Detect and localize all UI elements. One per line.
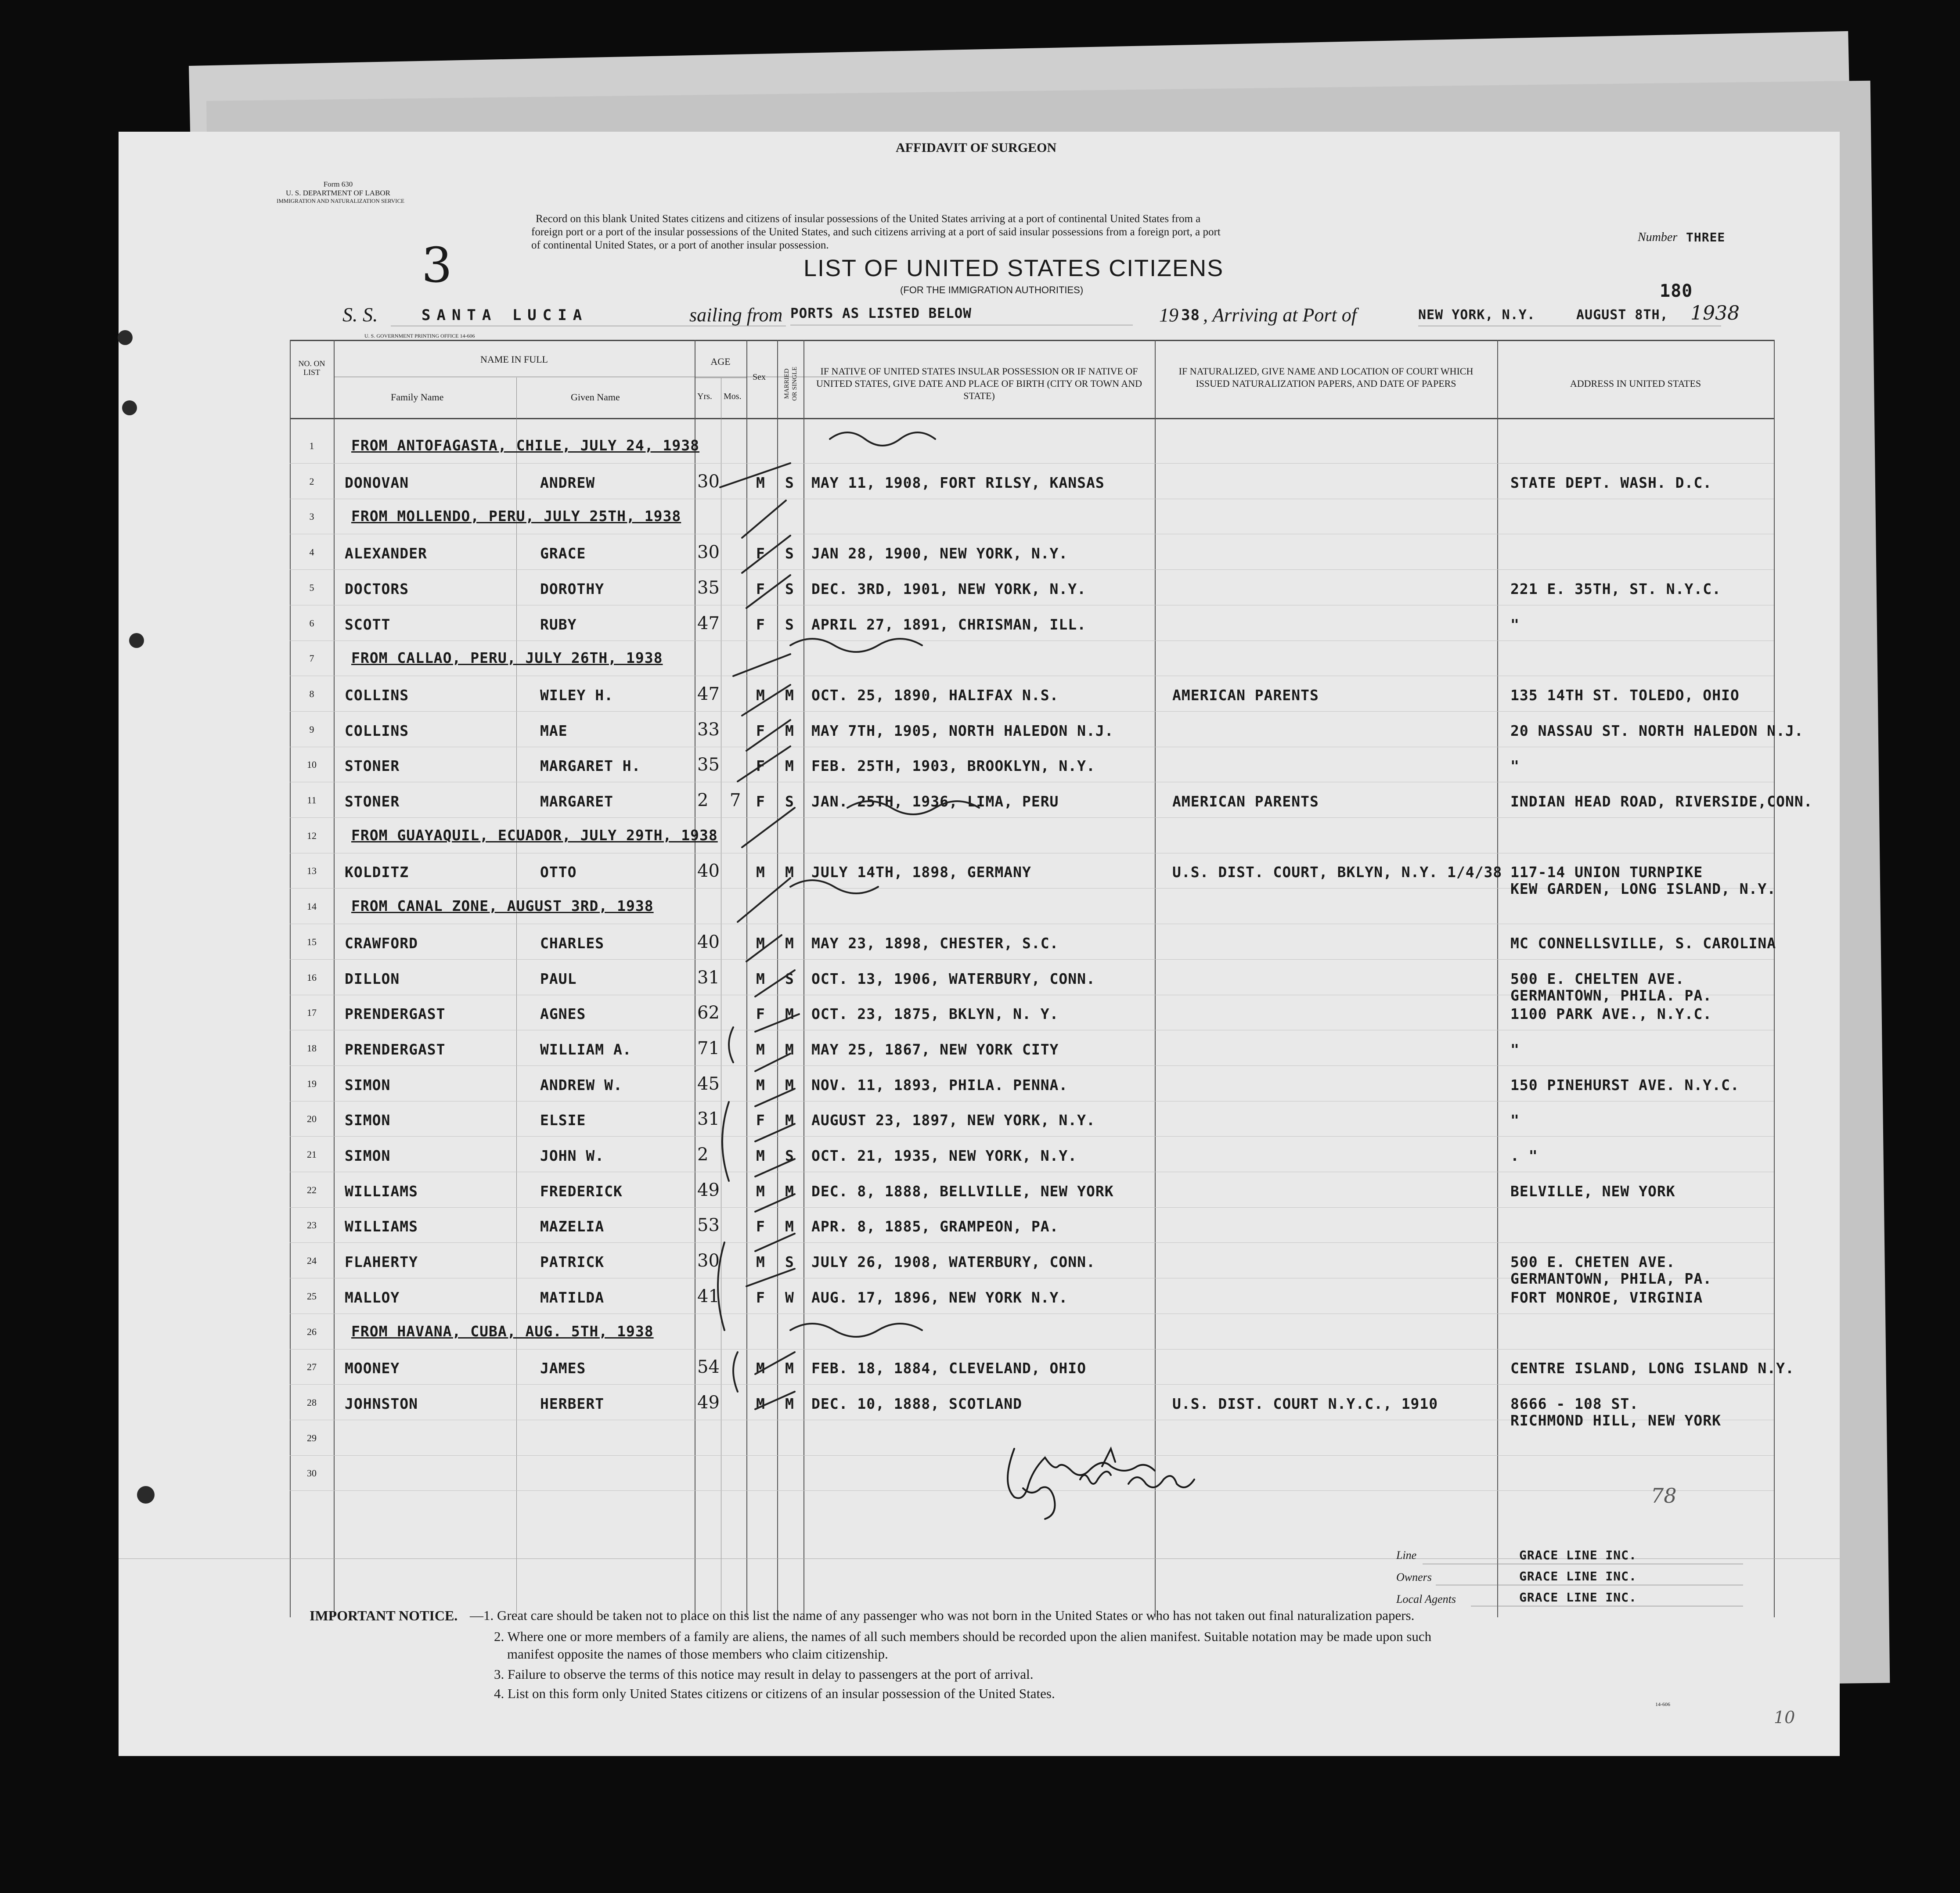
family-name: WILLIAMS [345,1183,418,1200]
sex: F [756,1218,765,1235]
marital-status: M [785,757,794,774]
sailing-from-value: PORTS AS LISTED BELOW [790,306,972,321]
row-number: 21 [307,1149,317,1160]
service-name: IMMIGRATION AND NATURALIZATION SERVICE [277,198,405,204]
marital-status: M [785,864,794,881]
birth-date-place: JULY 26, 1908, WATERBURY, CONN. [811,1253,1095,1270]
us-address-line-2: KEW GARDEN, LONG ISLAND, N.Y. [1510,880,1776,897]
notice-item-2-continued: manifest opposite the names of those members who claim citizenship. [507,1646,888,1662]
us-address: 221 E. 35TH, ST. N.Y.C. [1510,580,1721,597]
family-name: SIMON [345,1112,391,1129]
ship-name: SANTA LUCIA [422,306,588,324]
punch-hole [129,633,144,648]
agents-label: Local Agents [1396,1593,1456,1605]
row-number: 8 [309,688,314,699]
sailing-from-label: sailing from [689,304,783,326]
marital-status: M [785,1183,794,1200]
col-header-age: AGE [710,356,731,367]
us-address: 117-14 UNION TURNPIKE [1510,864,1703,881]
birth-date-place: MAY 7TH, 1905, NORTH HALEDON N.J. [811,722,1114,739]
sex: F [756,616,765,633]
given-name: WILEY H. [540,687,613,704]
birth-date-place: FEB. 25TH, 1903, BROOKLYN, N.Y. [811,757,1095,774]
naturalization-info: AMERICAN PARENTS [1172,793,1319,810]
notice-item-3: 3. Failure to observe the terms of this notice may result in delay to passengers at the port of arrival. [494,1666,1034,1682]
family-name: COLLINS [345,722,409,739]
family-name: PRENDERGAST [345,1041,446,1058]
arriving-year: 1938 [1690,302,1740,324]
row-number: 18 [307,1043,317,1054]
surgeon-signature [997,1431,1313,1528]
age-years: 41 [697,1286,720,1306]
family-name: PRENDERGAST [345,1005,446,1022]
age-years: 30 [697,542,720,562]
punch-hole [118,330,133,345]
given-name: WILLIAM A. [540,1041,632,1058]
age-years: 31 [697,968,720,988]
age-years: 35 [697,578,720,598]
given-name: RUBY [540,616,577,633]
birth-date-place: APR. 8, 1885, GRAMPEON, PA. [811,1218,1059,1235]
marital-status: M [785,687,794,704]
age-years: 30 [697,1251,720,1271]
family-name: KOLDITZ [345,864,409,881]
naturalization-info: AMERICAN PARENTS [1172,687,1319,704]
birth-date-place: OCT. 25, 1890, HALIFAX N.S. [811,687,1059,704]
age-years: 30 [697,471,720,492]
age-years: 2 [697,790,709,810]
marital-status: S [785,474,794,491]
sex: M [756,687,765,704]
given-name: CHARLES [540,935,605,952]
marital-status: M [785,1076,794,1094]
sex: M [756,864,765,881]
us-address: 150 PINEHURST AVE. N.Y.C. [1510,1076,1740,1094]
us-address: CENTRE ISLAND, LONG ISLAND N.Y. [1510,1360,1794,1377]
age-years: 40 [697,932,720,952]
sheet-number: 180 [1660,281,1693,301]
punch-hole [122,400,137,415]
family-name: DOCTORS [345,580,409,597]
row-number: 12 [307,830,317,841]
birth-date-place: DEC. 8, 1888, BELLVILLE, NEW YORK [811,1183,1114,1200]
marital-status: S [785,970,794,987]
birth-date-place: APRIL 27, 1891, CHRISMAN, ILL. [811,616,1087,633]
given-name: MATILDA [540,1289,605,1306]
birth-date-place: MAY 23, 1898, CHESTER, S.C. [811,935,1059,952]
list-subtitle: (FOR THE IMMIGRATION AUTHORITIES) [900,284,1084,295]
us-address: " [1510,757,1520,774]
family-name: DONOVAN [345,474,409,491]
row-number: 19 [307,1078,317,1089]
family-name: MALLOY [345,1289,400,1306]
row-number: 23 [307,1220,317,1231]
us-address: 500 E. CHETEN AVE. [1510,1253,1675,1270]
sex: M [756,970,765,987]
given-name: ANDREW [540,474,595,491]
arriving-date: AUGUST 8TH, [1576,307,1668,323]
corner-number: 78 [1651,1484,1677,1508]
family-name: CRAWFORD [345,935,418,952]
given-name: AGNES [540,1005,586,1022]
birth-date-place: MAY 25, 1867, NEW YORK CITY [811,1041,1059,1058]
punch-hole [137,1486,155,1504]
sex: M [756,1360,765,1377]
marital-status: W [785,1289,794,1306]
marital-status: M [785,1005,794,1022]
row-number: 6 [309,618,314,629]
row-rule [290,1384,1774,1385]
sex: F [756,1289,765,1306]
marital-status: S [785,1147,794,1164]
birth-date-place: OCT. 13, 1906, WATERBURY, CONN. [811,970,1095,987]
birth-date-place: JAN 28, 1900, NEW YORK, N.Y. [811,545,1068,562]
row-rule [290,569,1774,570]
owners-value: GRACE LINE INC. [1519,1569,1637,1583]
row-rule [290,1207,1774,1208]
sex: F [756,757,765,774]
row-number: 9 [309,724,314,735]
col-header-sex: Sex [753,372,766,382]
col-header-married-single: MARRIED OR SINGLE [783,367,798,401]
row-number: 10 [307,759,317,770]
marital-status: M [785,1360,794,1377]
sex: M [756,1253,765,1270]
arriving-port: NEW YORK, N.Y. [1418,307,1535,323]
marital-status: S [785,616,794,633]
us-address-line-2: GERMANTOWN, PHILA. PA. [1510,987,1712,1004]
us-address: 8666 - 108 ST. [1510,1395,1639,1412]
row-rule [290,1065,1774,1066]
us-address: FORT MONROE, VIRGINIA [1510,1289,1703,1306]
birth-date-place: DEC. 10, 1888, SCOTLAND [811,1395,1022,1412]
handwritten-page-number: 3 [422,237,452,293]
col-header-yrs: Yrs. [697,392,712,401]
given-name: MAE [540,722,568,739]
row-rule [290,1242,1774,1243]
sex: F [756,580,765,597]
printing-office: U. S. GOVERNMENT PRINTING OFFICE 14-606 [364,333,475,339]
family-name: SIMON [345,1147,391,1164]
row-number: 29 [307,1432,317,1443]
marital-status: M [785,935,794,952]
age-years: 47 [697,684,720,704]
given-name: ELSIE [540,1112,586,1129]
birth-date-place: JULY 14TH, 1898, GERMANY [811,864,1031,881]
us-address: 500 E. CHELTEN AVE. [1510,970,1685,987]
sex: M [756,1041,765,1058]
given-name: PATRICK [540,1253,605,1270]
family-name: STONER [345,757,400,774]
us-address: STATE DEPT. WASH. D.C. [1510,474,1712,491]
row-rule [290,959,1774,960]
record-instructions-line-3: of continental United States, or a port of another insular possession. [531,239,829,251]
row-number: 25 [307,1291,317,1302]
department-name: U. S. DEPARTMENT OF LABOR [286,189,390,197]
ss-label: S. S. [342,303,378,326]
birth-date-place: AUG. 17, 1896, NEW YORK N.Y. [811,1289,1068,1306]
age-years: 2 [697,1144,709,1165]
given-name: GRACE [540,545,586,562]
age-years: 71 [697,1038,720,1058]
row-number: 13 [307,865,317,876]
given-name: OTTO [540,864,577,881]
margin-number: 10 [1774,1708,1795,1727]
year-suffix: 38 [1181,306,1200,324]
given-name: ANDREW W. [540,1076,623,1094]
us-address: BELVILLE, NEW YORK [1510,1183,1675,1200]
given-name: MARGARET [540,793,613,810]
col-header-birth: IF NATIVE OF UNITED STATES INSULAR POSSESSION OR IF NATIVE OF UNITED STATES, GIVE DATE AND PLACE OF BIRTH (CITY OR TOWN AND STATE) [816,366,1142,401]
record-instructions-line-1: Record on this blank United States citizens and citizens of insular possessions of the United States arriving at a port of continental United States from a [536,213,1201,225]
naturalization-info: U.S. DIST. COURT N.Y.C., 1910 [1172,1395,1438,1412]
age-years: 35 [697,755,720,775]
birth-date-place: MAY 11, 1908, FORT RILSY, KANSAS [811,474,1105,491]
row-number: 16 [307,972,317,983]
row-rule [290,1136,1774,1137]
col-header-no: NO. ON LIST [298,359,325,377]
section-heading: FROM CALLAO, PERU, JULY 26TH, 1938 [351,649,663,666]
list-title: LIST OF UNITED STATES CITIZENS [803,255,1224,281]
age-years: 49 [697,1393,720,1413]
row-rule [290,711,1774,712]
row-number: 20 [307,1113,317,1124]
section-heading: FROM CANAL ZONE, AUGUST 3RD, 1938 [351,897,654,914]
us-address: MC CONNELLSVILLE, S. CAROLINA [1510,935,1776,952]
row-number: 4 [309,547,314,558]
marital-status: S [785,793,794,810]
birth-date-place: OCT. 21, 1935, NEW YORK, N.Y. [811,1147,1077,1164]
given-name: PAUL [540,970,577,987]
section-heading: FROM ANTOFAGASTA, CHILE, JULY 24, 1938 [351,437,699,454]
age-years: 47 [697,613,720,633]
sex: F [756,1005,765,1022]
row-number: 24 [307,1255,317,1266]
given-name: MAZELIA [540,1218,605,1235]
family-name: JOHNSTON [345,1395,418,1412]
family-name: DILLON [345,970,400,987]
row-number: 11 [307,795,317,806]
sex: M [756,1395,765,1412]
us-address: INDIAN HEAD ROAD, RIVERSIDE,CONN. [1510,793,1813,810]
row-number: 27 [307,1361,317,1372]
marital-status: S [785,580,794,597]
marital-status: M [785,1218,794,1235]
us-address: 1100 PARK AVE., N.Y.C. [1510,1005,1712,1022]
arriving-label: , Arriving at Port of [1203,304,1357,326]
number-label: Number [1638,230,1678,244]
age-years: 33 [697,720,720,740]
col-header-mos: Mos. [724,392,742,401]
line-label: Line [1396,1549,1417,1562]
age-years: 31 [697,1109,720,1129]
birth-date-place: FEB. 18, 1884, CLEVELAND, OHIO [811,1360,1087,1377]
notice-item-2: 2. Where one or more members of a family are aliens, the names of all such members should be recorded upon the alien manifest. Suitable notation may be made upon such [494,1629,1432,1644]
section-heading: FROM GUAYAQUIL, ECUADOR, JULY 29TH, 1938 [351,827,718,844]
row-rule [290,463,1774,464]
sex: M [756,474,765,491]
important-notice-label: IMPORTANT NOTICE. [310,1608,458,1623]
sex: F [756,722,765,739]
birth-date-place: AUGUST 23, 1897, NEW YORK, N.Y. [811,1112,1095,1129]
row-number: 30 [307,1468,317,1479]
sex: M [756,1183,765,1200]
row-rule [290,1349,1774,1350]
year-prefix: 19 [1159,304,1178,326]
sex: M [756,1076,765,1094]
col-header-address: ADDRESS IN UNITED STATES [1570,378,1701,389]
small-code: 14-606 [1655,1701,1670,1707]
number-value: THREE [1686,230,1726,245]
row-number: 7 [309,653,314,664]
row-number: 15 [307,936,317,947]
marital-status: M [785,1395,794,1412]
age-years: 53 [697,1215,720,1235]
given-name: JOHN W. [540,1147,605,1164]
us-address-line-2: RICHMOND HILL, NEW YORK [1510,1412,1721,1429]
section-heading: FROM HAVANA, CUBA, AUG. 5TH, 1938 [351,1323,654,1340]
owners-label: Owners [1396,1571,1432,1583]
col-header-naturalized: IF NATURALIZED, GIVE NAME AND LOCATION OF COURT WHICH ISSUED NATURALIZATION PAPERS, AND DATE OF PAPERS [1178,366,1474,389]
row-number: 14 [307,901,317,912]
us-address: " [1510,1112,1520,1129]
sex: F [756,545,765,562]
row-number: 22 [307,1184,317,1195]
naturalization-info: U.S. DIST. COURT, BKLYN, N.Y. 1/4/38 [1172,864,1502,881]
col-header-name-in-full: NAME IN FULL [480,354,548,365]
us-address: . " [1510,1147,1538,1164]
row-number: 2 [309,476,314,487]
us-address-line-2: GERMANTOWN, PHILA, PA. [1510,1270,1712,1287]
row-number: 1 [309,440,314,451]
family-name: MOONEY [345,1360,400,1377]
marital-status: S [785,1253,794,1270]
given-name: MARGARET H. [540,757,641,774]
age-years: 49 [697,1180,720,1200]
us-address: " [1510,616,1520,633]
birth-date-place: OCT. 23, 1875, BKLYN, N. Y. [811,1005,1059,1022]
row-number: 3 [309,511,314,522]
col-header-given-name: Given Name [571,392,620,403]
age-months: 7 [730,790,741,810]
check-marks [689,430,997,1572]
row-number: 17 [307,1007,317,1018]
marital-status: M [785,1112,794,1129]
family-name: FLAHERTY [345,1253,418,1270]
family-name: STONER [345,793,400,810]
given-name: DOROTHY [540,580,605,597]
form-number: Form 630 [323,180,353,188]
family-name: COLLINS [345,687,409,704]
row-number: 26 [307,1326,317,1337]
family-name: SIMON [345,1076,391,1094]
marital-status: S [785,545,794,562]
section-heading: FROM MOLLENDO, PERU, JULY 25TH, 1938 [351,507,681,525]
birth-date-place: JAN. 25TH, 1936, LIMA, PERU [811,793,1059,810]
sex: M [756,935,765,952]
given-name: HERBERT [540,1395,605,1412]
sex: F [756,1112,765,1129]
row-number: 5 [309,582,314,593]
row-number: 28 [307,1397,317,1408]
birth-date-place: DEC. 3RD, 1901, NEW YORK, N.Y. [811,580,1087,597]
line-value: GRACE LINE INC. [1519,1548,1637,1562]
family-name: WILLIAMS [345,1218,418,1235]
affidavit-title: AFFIDAVIT OF SURGEON [896,140,1057,155]
record-instructions-line-2: foreign port or a port of the insular possessions of the United States, and such citizens arriving at a port of said insular possessions from a foreign port, a port [531,226,1221,238]
birth-date-place: NOV. 11, 1893, PHILA. PENNA. [811,1076,1068,1094]
agents-value: GRACE LINE INC. [1519,1590,1637,1605]
sex: F [756,793,765,810]
age-years: 54 [697,1357,720,1377]
family-name: ALEXANDER [345,545,427,562]
given-name: JAMES [540,1360,586,1377]
age-years: 62 [697,1003,720,1023]
notice-item-4: 4. List on this form only United States citizens or citizens of an insular possession of the United States. [494,1686,1055,1701]
sex: M [756,1147,765,1164]
given-name: FREDERICK [540,1183,623,1200]
notice-item-1: —1. Great care should be taken not to place on this list the name of any passenger who was not born in the United States or who has not taken out final naturalization papers. [470,1608,1415,1623]
marital-status: M [785,722,794,739]
age-years: 45 [697,1074,720,1094]
col-header-family-name: Family Name [391,392,444,403]
us-address: 135 14TH ST. TOLEDO, OHIO [1510,687,1740,704]
row-rule [290,817,1774,818]
manifest-page [119,132,1840,1756]
us-address: " [1510,1041,1520,1058]
us-address: 20 NASSAU ST. NORTH HALEDON N.J. [1510,722,1804,739]
marital-status: M [785,1041,794,1058]
family-name: SCOTT [345,616,391,633]
age-years: 40 [697,861,720,881]
